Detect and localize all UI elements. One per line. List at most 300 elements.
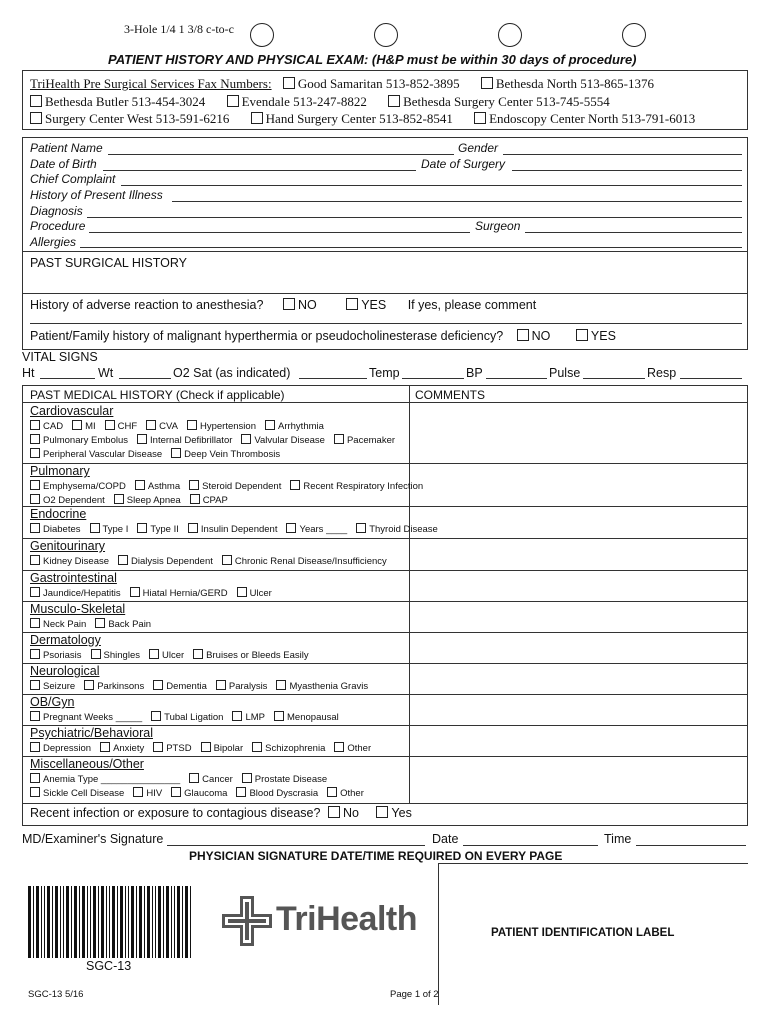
- allergies-label: Allergies: [30, 235, 77, 249]
- pmh-checkbox-option[interactable]: [84, 681, 144, 692]
- checkbox-icon[interactable]: [30, 420, 40, 430]
- pmh-checkbox-option[interactable]: [30, 524, 81, 535]
- fax-row-3: [30, 111, 695, 127]
- pmh-checkbox-option[interactable]: [242, 774, 327, 785]
- checkbox-icon[interactable]: [30, 434, 40, 444]
- bp-label: BP: [466, 366, 483, 380]
- checkbox-icon[interactable]: [189, 773, 199, 783]
- pmh-option-label: Neck Pain: [43, 619, 87, 630]
- infection-no[interactable]: No: [328, 806, 359, 820]
- checkbox-icon[interactable]: [146, 420, 156, 430]
- pmh-option-label: Bruises or Bleeds Easily: [206, 650, 309, 661]
- pulse-field[interactable]: [583, 378, 645, 379]
- pmh-checkbox-option[interactable]: [30, 449, 162, 460]
- divider: [22, 402, 748, 403]
- checkbox-icon[interactable]: [118, 555, 128, 565]
- pmh-option-row: [30, 649, 318, 661]
- pmh-option-label: Parkinsons: [97, 681, 145, 692]
- pmh-option-label: Depression: [43, 743, 92, 754]
- pmh-checkbox-option[interactable]: [193, 650, 308, 661]
- pmh-checkbox-option[interactable]: [327, 788, 364, 799]
- divider: [22, 293, 748, 294]
- checkbox-icon[interactable]: [30, 523, 40, 533]
- pmh-checkbox-option[interactable]: [30, 421, 63, 432]
- pmh-checkbox-option[interactable]: [149, 650, 184, 661]
- pmh-option-label: Deep Vein Thrombosis: [184, 449, 281, 460]
- dos-label: Date of Surgery: [421, 157, 506, 171]
- pmh-option-label: Recent Respiratory Infection: [303, 481, 424, 492]
- ht-label: Ht: [22, 366, 35, 380]
- pmh-option-label: Years ____: [299, 524, 348, 535]
- checkbox-icon[interactable]: [30, 480, 40, 490]
- pmh-checkbox-option[interactable]: [90, 524, 129, 535]
- pmh-checkbox-option[interactable]: [137, 524, 179, 535]
- pmh-checkbox-option[interactable]: [30, 481, 126, 492]
- pmh-option-label: Type I: [102, 524, 129, 535]
- dob-label: Date of Birth: [30, 157, 97, 171]
- hyperthermia-question: Patient/Family history of malignant hyperthermia or pseudocholinesterase deficiency?: [30, 329, 504, 343]
- pmh-option-row: [30, 787, 373, 799]
- hyperthermia-no[interactable]: NO: [517, 329, 551, 343]
- pmh-option-label: CAD: [43, 421, 64, 432]
- pmh-checkbox-option[interactable]: [30, 681, 75, 692]
- form-title: PATIENT HISTORY AND PHYSICAL EXAM: (H&P must be within 30 days of procedure): [108, 52, 637, 67]
- trihealth-cross-icon: [222, 896, 272, 946]
- fax-option[interactable]: Bethesda Surgery Center 513-745-5554: [388, 94, 610, 109]
- checkbox-icon[interactable]: [232, 711, 242, 721]
- pmh-checkbox-option[interactable]: [135, 481, 180, 492]
- gender-field[interactable]: [503, 154, 742, 155]
- fax-row-2: [30, 94, 610, 110]
- checkbox-icon[interactable]: [242, 773, 252, 783]
- divider: [22, 694, 748, 695]
- infection-question: Recent infection or exposure to contagious disease?: [30, 806, 321, 820]
- checkbox-icon[interactable]: [133, 787, 143, 797]
- fax-option[interactable]: Endoscopy Center North 513-791-6013: [474, 111, 695, 126]
- pmh-section-title: Cardiovascular: [30, 404, 114, 418]
- checkbox-icon[interactable]: [334, 742, 344, 752]
- fax-option[interactable]: Good Samaritan 513-852-3895: [283, 76, 460, 91]
- brand-name: TriHealth: [276, 900, 417, 938]
- pmh-checkbox-option[interactable]: [276, 681, 368, 692]
- divider: [22, 803, 748, 804]
- anesthesia-comment-label: If yes, please comment: [407, 298, 537, 312]
- time-label: Time: [604, 832, 632, 846]
- checkbox-icon[interactable]: [193, 649, 203, 659]
- anesthesia-question: History of adverse reaction to anesthesia?: [30, 298, 264, 312]
- diagnosis-label: Diagnosis: [30, 204, 83, 218]
- pmh-checkbox-option[interactable]: [151, 712, 223, 723]
- pmh-checkbox-option[interactable]: [201, 743, 244, 754]
- resp-field[interactable]: [680, 378, 742, 379]
- pmh-option-label: Prostate Disease: [254, 774, 328, 785]
- anesthesia-yes[interactable]: YES: [346, 298, 386, 312]
- punch-hole-3: [498, 23, 522, 47]
- pmh-option-label: Kidney Disease: [43, 556, 110, 567]
- pmh-option-label: Pacemaker: [346, 435, 396, 446]
- pmh-checkbox-option[interactable]: [118, 556, 213, 567]
- fax-option[interactable]: Evendale 513-247-8822: [227, 94, 367, 109]
- pmh-option-label: Steroid Dependent: [202, 481, 282, 492]
- pmh-checkbox-option[interactable]: [222, 556, 387, 567]
- checkbox-icon[interactable]: [137, 523, 147, 533]
- pmh-option-label: Internal Defibrillator: [150, 435, 233, 446]
- pmh-checkbox-option[interactable]: [30, 774, 180, 785]
- o2-field[interactable]: [299, 378, 367, 379]
- checkbox-icon[interactable]: [72, 420, 82, 430]
- pmh-checkbox-option[interactable]: [334, 743, 371, 754]
- time-field[interactable]: [636, 845, 746, 846]
- pmh-option-label: Anxiety: [113, 743, 145, 754]
- pmh-checkbox-option[interactable]: [334, 435, 395, 446]
- barcode: [28, 886, 194, 958]
- pmh-option-label: Emphysema/COPD: [43, 481, 126, 492]
- checkbox-icon[interactable]: [237, 587, 247, 597]
- hpi-field[interactable]: [172, 201, 742, 202]
- examiner-signature-field[interactable]: [167, 845, 425, 846]
- pmh-checkbox-option[interactable]: [188, 524, 278, 535]
- checkbox-icon[interactable]: [30, 711, 40, 721]
- checkbox-icon[interactable]: [236, 787, 246, 797]
- pmh-option-row: [30, 434, 404, 446]
- checkbox-icon[interactable]: [30, 742, 40, 752]
- pmh-option-label: Other: [347, 743, 372, 754]
- checkbox-icon[interactable]: [201, 742, 211, 752]
- patient-name-label: Patient Name: [30, 141, 103, 155]
- pmh-checkbox-option[interactable]: [30, 556, 109, 567]
- barcode-text: SGC-13: [86, 959, 132, 973]
- hyperthermia-yes[interactable]: YES: [576, 329, 616, 343]
- checkbox-icon[interactable]: [100, 742, 110, 752]
- label-divider: [438, 863, 439, 1005]
- pmh-option-label: Pregnant Weeks _____: [43, 712, 143, 723]
- date-field[interactable]: [463, 845, 598, 846]
- pmh-checkbox-option[interactable]: [153, 681, 207, 692]
- hpi-label: History of Present Illness: [30, 188, 163, 202]
- checkbox-icon[interactable]: [187, 420, 197, 430]
- pmh-option-row: [30, 555, 396, 567]
- checkbox-icon[interactable]: [252, 742, 262, 752]
- hole-note: 3-Hole 1/4 1 3/8 c-to-c: [124, 22, 234, 36]
- checkbox-icon[interactable]: [135, 480, 145, 490]
- pmh-option-label: Psoriasis: [43, 650, 82, 661]
- procedure-field[interactable]: [89, 232, 470, 233]
- pmh-checkbox-option[interactable]: [252, 743, 325, 754]
- wt-label: Wt: [98, 366, 114, 380]
- pmh-option-row: [30, 480, 432, 492]
- divider: [22, 506, 748, 507]
- pmh-option-label: Ulcer: [249, 588, 272, 599]
- pmh-checkbox-option[interactable]: [190, 495, 228, 506]
- pmh-section-title: Psychiatric/Behavioral: [30, 726, 153, 740]
- dos-field[interactable]: [512, 170, 742, 171]
- pmh-option-label: Blood Dyscrasia: [249, 788, 319, 799]
- o2-label: O2 Sat (as indicated): [173, 366, 291, 380]
- pmh-checkbox-option[interactable]: [356, 524, 438, 535]
- chief-complaint-label: Chief Complaint: [30, 172, 116, 186]
- pmh-checkbox-option[interactable]: [95, 619, 151, 630]
- divider: [22, 663, 748, 664]
- pmh-checkbox-option[interactable]: [30, 435, 128, 446]
- chief-complaint-field[interactable]: [121, 185, 742, 186]
- pmh-checkbox-option[interactable]: [274, 712, 339, 723]
- checkbox-icon[interactable]: [114, 494, 124, 504]
- pmh-option-label: O2 Dependent: [43, 495, 105, 506]
- pmh-option-label: Pulmonary Embolus: [43, 435, 129, 446]
- pmh-option-row: [30, 742, 380, 754]
- checkbox-icon[interactable]: [30, 773, 40, 783]
- pmh-checkbox-option[interactable]: [30, 712, 142, 723]
- pmh-option-label: Valvular Disease: [254, 435, 325, 446]
- pmh-option-label: Bipolar: [213, 743, 244, 754]
- pmh-option-label: CVA: [159, 421, 178, 432]
- pmh-checkbox-option[interactable]: [105, 421, 138, 432]
- anesthesia-row: [30, 298, 536, 312]
- pmh-section-title: Endocrine: [30, 507, 87, 521]
- checkbox-icon[interactable]: [190, 494, 200, 504]
- pmh-option-label: Jaundice/Hepatitis: [43, 588, 121, 599]
- checkbox-icon[interactable]: [222, 555, 232, 565]
- pmh-checkbox-option[interactable]: [30, 788, 124, 799]
- ht-field[interactable]: [40, 378, 95, 379]
- pmh-option-label: Sickle Cell Disease: [43, 788, 125, 799]
- pmh-option-label: MI: [85, 421, 96, 432]
- pmh-column-divider: [409, 385, 410, 803]
- pmh-checkbox-option[interactable]: [236, 788, 318, 799]
- pmh-option-label: Cancer: [202, 774, 233, 785]
- fax-option[interactable]: Hand Surgery Center 513-852-8541: [251, 111, 453, 126]
- anesthesia-no[interactable]: NO: [283, 298, 317, 312]
- checkbox-icon[interactable]: [95, 618, 105, 628]
- pmh-checkbox-option[interactable]: [241, 435, 325, 446]
- anesthesia-comment-field[interactable]: [30, 323, 742, 324]
- pmh-checkbox-option[interactable]: [146, 421, 178, 432]
- checkbox-icon[interactable]: [171, 787, 181, 797]
- pulse-label: Pulse: [549, 366, 581, 380]
- pmh-option-label: Dementia: [166, 681, 207, 692]
- pmh-checkbox-option[interactable]: [237, 588, 272, 599]
- checkbox-icon[interactable]: [30, 680, 40, 690]
- infection-yes[interactable]: Yes: [376, 806, 411, 820]
- signature-notice: PHYSICIAN SIGNATURE DATE/TIME REQUIRED ON EVERY PAGE: [189, 849, 563, 863]
- pmh-section-title: Miscellaneous/Other: [30, 757, 144, 771]
- form-code: SGC-13 5/16: [28, 989, 84, 1000]
- checkbox-icon[interactable]: [274, 711, 284, 721]
- divider: [22, 251, 748, 252]
- pmh-checkbox-option[interactable]: [171, 788, 227, 799]
- temp-label: Temp: [369, 366, 400, 380]
- pmh-option-label: Type II: [150, 524, 179, 535]
- pmh-option-label: Hypertension: [200, 421, 256, 432]
- checkbox-icon[interactable]: [265, 420, 275, 430]
- pmh-option-label: PTSD: [166, 743, 192, 754]
- vital-signs-heading: VITAL SIGNS: [22, 350, 98, 364]
- checkbox-icon[interactable]: [151, 711, 161, 721]
- pmh-section-title: Dermatology: [30, 633, 101, 647]
- checkbox-icon[interactable]: [216, 680, 226, 690]
- checkbox-icon[interactable]: [30, 555, 40, 565]
- pmh-option-row: [30, 523, 447, 535]
- divider: [22, 632, 748, 633]
- checkbox-icon[interactable]: [327, 787, 337, 797]
- pmh-checkbox-option[interactable]: [189, 774, 233, 785]
- infection-row: [30, 806, 412, 820]
- checkbox-icon[interactable]: [130, 587, 140, 597]
- punch-hole-4: [622, 23, 646, 47]
- pmh-option-label: Arrhythmia: [277, 421, 324, 432]
- divider: [22, 570, 748, 571]
- procedure-label: Procedure: [30, 219, 86, 233]
- checkbox-icon[interactable]: [286, 523, 296, 533]
- fax-option[interactable]: Bethesda North 513-865-1376: [481, 76, 654, 91]
- pmh-checkbox-option[interactable]: [265, 421, 324, 432]
- checkbox-icon[interactable]: [91, 649, 101, 659]
- pmh-checkbox-option[interactable]: [153, 743, 191, 754]
- pmh-option-label: Peripheral Vascular Disease: [43, 449, 163, 460]
- divider: [438, 863, 748, 864]
- checkbox-icon[interactable]: [90, 523, 100, 533]
- pmh-option-row: [30, 587, 281, 599]
- pmh-option-label: Back Pain: [108, 619, 152, 630]
- pmh-option-label: Chronic Renal Disease/Insufficiency: [234, 556, 387, 567]
- pmh-option-row: [30, 711, 348, 723]
- checkbox-icon[interactable]: [84, 680, 94, 690]
- pmh-section-title: Genitourinary: [30, 539, 106, 553]
- checkbox-icon[interactable]: [276, 680, 286, 690]
- checkbox-icon[interactable]: [189, 480, 199, 490]
- checkbox-icon[interactable]: [30, 494, 40, 504]
- pmh-option-label: CHF: [117, 421, 138, 432]
- surgeon-label: Surgeon: [475, 219, 521, 233]
- trihealth-logo: [222, 896, 422, 946]
- pmh-option-label: Insulin Dependent: [200, 524, 278, 535]
- pmh-checkbox-option[interactable]: [30, 743, 91, 754]
- checkbox-icon[interactable]: [334, 434, 344, 444]
- pmh-option-label: Sleep Apnea: [126, 495, 181, 506]
- patient-id-label: PATIENT IDENTIFICATION LABEL: [491, 927, 675, 939]
- pmh-option-label: Anemia Type _______________: [43, 774, 181, 785]
- comments-heading: COMMENTS: [415, 388, 485, 402]
- checkbox-icon[interactable]: [30, 587, 40, 597]
- pmh-option-label: Menopausal: [287, 712, 339, 723]
- pmh-checkbox-option[interactable]: [290, 481, 423, 492]
- dob-field[interactable]: [103, 170, 416, 171]
- pmh-checkbox-option[interactable]: [91, 650, 140, 661]
- pmh-checkbox-option[interactable]: [30, 495, 105, 506]
- pmh-checkbox-option[interactable]: [72, 421, 96, 432]
- pmh-checkbox-option[interactable]: [30, 650, 82, 661]
- fax-row-1: [30, 76, 654, 92]
- checkbox-icon[interactable]: [356, 523, 366, 533]
- checkbox-icon[interactable]: [241, 434, 251, 444]
- pmh-checkbox-option[interactable]: [232, 712, 265, 723]
- pmh-option-row: [30, 773, 336, 785]
- allergies-field[interactable]: [80, 247, 742, 248]
- checkbox-icon[interactable]: [30, 618, 40, 628]
- fax-heading: TriHealth Pre Surgical Services Fax Numbers:: [30, 76, 272, 91]
- checkbox-icon[interactable]: [153, 742, 163, 752]
- resp-label: Resp: [647, 366, 677, 380]
- checkbox-icon[interactable]: [105, 420, 115, 430]
- wt-field[interactable]: [119, 378, 171, 379]
- pmh-option-label: Schizophrenia: [265, 743, 326, 754]
- checkbox-icon[interactable]: [188, 523, 198, 533]
- pmh-heading: PAST MEDICAL HISTORY (Check if applicable): [30, 388, 285, 402]
- pmh-option-label: HIV: [146, 788, 163, 799]
- pmh-checkbox-option[interactable]: [187, 421, 256, 432]
- checkbox-icon[interactable]: [149, 649, 159, 659]
- checkbox-icon[interactable]: [30, 649, 40, 659]
- pmh-option-row: [30, 680, 377, 692]
- pmh-option-label: Seizure: [43, 681, 76, 692]
- pmh-checkbox-option[interactable]: [100, 743, 144, 754]
- checkbox-icon[interactable]: [30, 787, 40, 797]
- pmh-option-label: Shingles: [103, 650, 140, 661]
- pmh-checkbox-option[interactable]: [114, 495, 181, 506]
- page-number: Page 1 of 2: [390, 989, 439, 1000]
- pmh-option-label: LMP: [245, 712, 266, 723]
- checkbox-icon[interactable]: [137, 434, 147, 444]
- pmh-checkbox-option[interactable]: [216, 681, 268, 692]
- divider: [22, 463, 748, 464]
- checkbox-icon[interactable]: [290, 480, 300, 490]
- divider: [22, 601, 748, 602]
- patient-name-field[interactable]: [108, 154, 454, 155]
- pmh-checkbox-option[interactable]: [130, 588, 228, 599]
- pmh-option-label: Diabetes: [43, 524, 81, 535]
- temp-field[interactable]: [402, 378, 464, 379]
- pmh-section-title: Gastrointestinal: [30, 571, 117, 585]
- pmh-option-label: Dialysis Dependent: [131, 556, 213, 567]
- punch-hole-2: [374, 23, 398, 47]
- pmh-checkbox-option[interactable]: [30, 619, 86, 630]
- examiner-signature-label: MD/Examiner's Signature: [22, 832, 164, 846]
- pmh-section-title: OB/Gyn: [30, 695, 75, 709]
- pmh-checkbox-option[interactable]: [133, 788, 162, 799]
- surgeon-field[interactable]: [525, 232, 742, 233]
- pmh-option-label: Hiatal Hernia/GERD: [142, 588, 228, 599]
- pmh-option-label: CPAP: [202, 495, 228, 506]
- pmh-section-title: Musculo-Skeletal: [30, 602, 126, 616]
- pmh-checkbox-option[interactable]: [286, 524, 347, 535]
- pmh-option-label: Other: [340, 788, 364, 799]
- fax-option[interactable]: Bethesda Butler 513-454-3024: [30, 94, 205, 109]
- bp-field[interactable]: [486, 378, 547, 379]
- pmh-checkbox-option[interactable]: [189, 481, 281, 492]
- pmh-option-label: Paralysis: [228, 681, 268, 692]
- pmh-option-row: [30, 618, 160, 630]
- checkbox-icon[interactable]: [171, 448, 181, 458]
- pmh-section-title: Pulmonary: [30, 464, 90, 478]
- pmh-checkbox-option[interactable]: [30, 588, 121, 599]
- checkbox-icon[interactable]: [153, 680, 163, 690]
- checkbox-icon[interactable]: [30, 448, 40, 458]
- fax-option[interactable]: Surgery Center West 513-591-6216: [30, 111, 229, 126]
- patient-form-box: [22, 137, 748, 350]
- pmh-checkbox-option[interactable]: [137, 435, 232, 446]
- hyperthermia-row: [30, 329, 616, 343]
- pmh-section-title: Neurological: [30, 664, 100, 678]
- pmh-option-row: [30, 494, 237, 506]
- pmh-option-label: Thyroid Disease: [369, 524, 438, 535]
- pmh-option-label: Tubal Ligation: [164, 712, 224, 723]
- pmh-option-label: Myasthenia Gravis: [289, 681, 369, 692]
- pmh-option-row: [30, 448, 289, 460]
- pmh-option-label: Ulcer: [162, 650, 185, 661]
- diagnosis-field[interactable]: [87, 217, 742, 218]
- past-surgical-label: PAST SURGICAL HISTORY: [30, 256, 187, 270]
- pmh-checkbox-option[interactable]: [171, 449, 280, 460]
